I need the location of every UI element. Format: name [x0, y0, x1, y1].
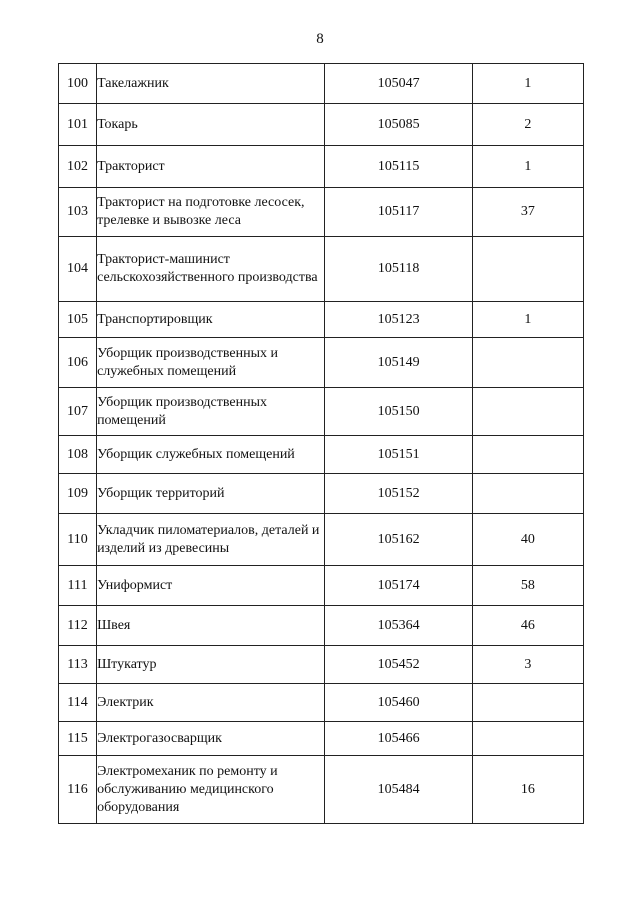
- profession-name: Уборщик территорий: [97, 474, 325, 514]
- profession-name: Штукатур: [97, 646, 325, 684]
- row-number: 102: [59, 146, 97, 188]
- profession-name: Уборщик служебных помещений: [97, 436, 325, 474]
- table-row: [59, 514, 584, 566]
- profession-name: Униформист: [97, 566, 325, 606]
- worker-count: 1: [472, 64, 583, 104]
- table-row: [59, 188, 584, 237]
- worker-count: 16: [472, 756, 583, 824]
- table-row: [59, 64, 584, 104]
- row-number: 109: [59, 474, 97, 514]
- row-number: 105: [59, 302, 97, 338]
- profession-code: 105174: [325, 566, 472, 606]
- profession-code: 105149: [325, 338, 472, 388]
- profession-code: 105118: [325, 237, 472, 302]
- worker-count: 2: [472, 104, 583, 146]
- profession-code: 105047: [325, 64, 472, 104]
- profession-code: 105460: [325, 684, 472, 722]
- worker-count: [472, 436, 583, 474]
- worker-count: [472, 338, 583, 388]
- worker-count: [472, 388, 583, 436]
- profession-code: 105150: [325, 388, 472, 436]
- table-row: [59, 436, 584, 474]
- profession-name: Тракторист на подготовке лесосек, трелевке и вывозке леса: [97, 188, 325, 237]
- worker-count: 37: [472, 188, 583, 237]
- worker-count: 58: [472, 566, 583, 606]
- profession-code: 105152: [325, 474, 472, 514]
- profession-code: 105452: [325, 646, 472, 684]
- worker-count: 1: [472, 146, 583, 188]
- worker-count: [472, 237, 583, 302]
- row-number: 114: [59, 684, 97, 722]
- table-row: [59, 338, 584, 388]
- row-number: 104: [59, 237, 97, 302]
- profession-name: Тракторист: [97, 146, 325, 188]
- table-row: [59, 302, 584, 338]
- table-row: [59, 606, 584, 646]
- row-number: 115: [59, 722, 97, 756]
- row-number: 111: [59, 566, 97, 606]
- professions-table: [58, 63, 584, 824]
- row-number: 101: [59, 104, 97, 146]
- table-row: [59, 146, 584, 188]
- profession-code: 105117: [325, 188, 472, 237]
- row-number: 113: [59, 646, 97, 684]
- table-row: [59, 388, 584, 436]
- worker-count: 46: [472, 606, 583, 646]
- worker-count: 1: [472, 302, 583, 338]
- table-row: [59, 566, 584, 606]
- profession-name: Электрик: [97, 684, 325, 722]
- row-number: 108: [59, 436, 97, 474]
- profession-code: 105162: [325, 514, 472, 566]
- row-number: 100: [59, 64, 97, 104]
- profession-code: 105123: [325, 302, 472, 338]
- profession-name: Уборщик производственных и служебных помещений: [97, 338, 325, 388]
- profession-code: 105115: [325, 146, 472, 188]
- profession-name: Тракторист-машинист сельскохозяйственного производства: [97, 237, 325, 302]
- worker-count: 3: [472, 646, 583, 684]
- table-row: [59, 756, 584, 824]
- profession-name: Укладчик пиломатериалов, деталей и изделий из древесины: [97, 514, 325, 566]
- table-row: [59, 646, 584, 684]
- profession-code: 105151: [325, 436, 472, 474]
- profession-name: Токарь: [97, 104, 325, 146]
- worker-count: [472, 474, 583, 514]
- table-row: [59, 722, 584, 756]
- worker-count: 40: [472, 514, 583, 566]
- profession-name: Электрогазосварщик: [97, 722, 325, 756]
- row-number: 116: [59, 756, 97, 824]
- profession-code: 105484: [325, 756, 472, 824]
- worker-count: [472, 722, 583, 756]
- table-row: [59, 104, 584, 146]
- table-row: [59, 684, 584, 722]
- row-number: 110: [59, 514, 97, 566]
- profession-name: Швея: [97, 606, 325, 646]
- profession-code: 105466: [325, 722, 472, 756]
- profession-name: Электромеханик по ремонту и обслуживанию медицинского оборудования: [97, 756, 325, 824]
- page-number: 8: [316, 31, 324, 47]
- profession-name: Транспортировщик: [97, 302, 325, 338]
- profession-name: Уборщик производственных помещений: [97, 388, 325, 436]
- row-number: 112: [59, 606, 97, 646]
- table-row: [59, 474, 584, 514]
- profession-name: Такелажник: [97, 64, 325, 104]
- row-number: 107: [59, 388, 97, 436]
- profession-code: 105085: [325, 104, 472, 146]
- profession-code: 105364: [325, 606, 472, 646]
- table-row: [59, 237, 584, 302]
- worker-count: [472, 684, 583, 722]
- row-number: 103: [59, 188, 97, 237]
- row-number: 106: [59, 338, 97, 388]
